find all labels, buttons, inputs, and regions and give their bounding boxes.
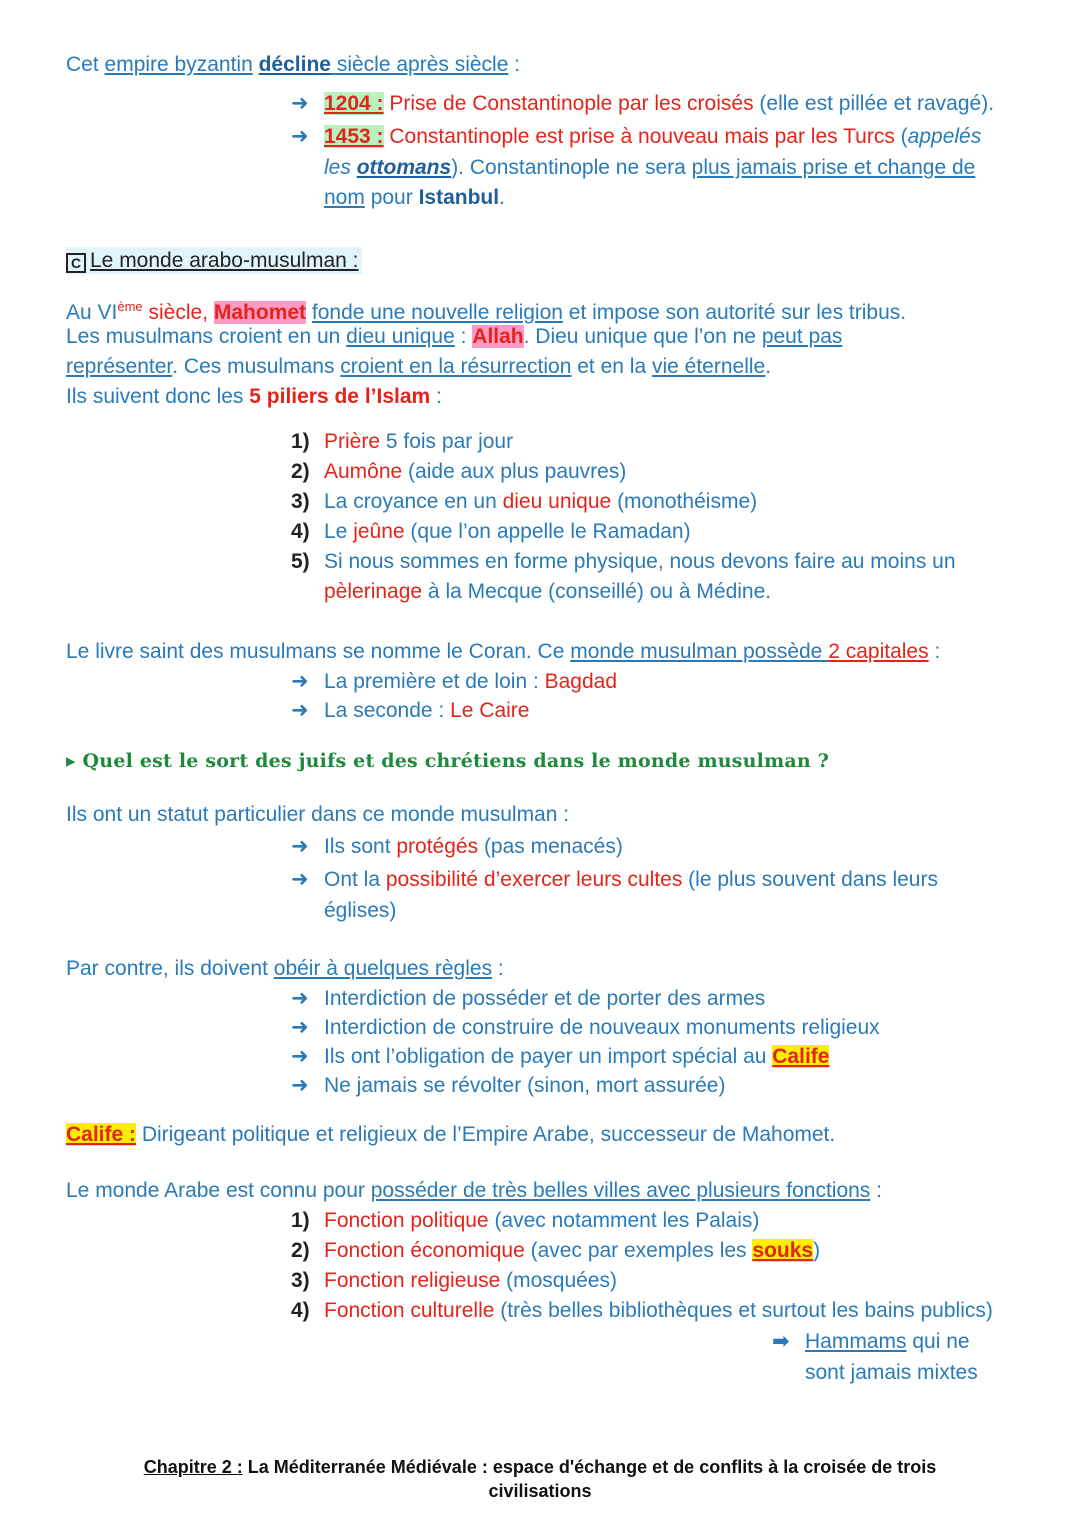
pillars-list: 1) Prière 5 fois par jour 2) Aumône (aide aux plus pauvres) 3) La croyance en un dieu unique (monothéisme) 4) Le jeûne (que l’on appelle le Ramadan) 5) Si nous sommes en forme physique, nous devons faire au moins un pèlerinage à la Mecque (conseillé) ou à Médine. (66, 427, 1026, 607)
list-item: 1) Prière 5 fois par jour (291, 430, 514, 453)
arrow-right-icon: ➜ (291, 1074, 309, 1097)
statut-paragraph: Ils ont un statut particulier dans ce monde musulman : ➜ Ils sont protégés (pas menacés) ➜ Ont la possibilité d’exercer leurs cultes (le plus souvent dans leurs églises) (66, 800, 1026, 926)
arrow-right-icon: ➡ (772, 1330, 790, 1353)
byzantine-decline-paragraph: Cet empire byzantin décline siècle après siècle : (66, 53, 521, 76)
list-item: 5) Si nous sommes en forme physique, nous devons faire au moins un (291, 550, 956, 573)
list-item: ➜ Ont la possibilité d’exercer leurs cultes (le plus souvent dans leurs (66, 863, 1026, 896)
arrow-right-icon: ➜ (291, 92, 309, 115)
chapter-footer: Chapitre 2 : La Méditerranée Médiévale : espace d'échange et de conflits à la croisée de trois civilisations (143, 1457, 937, 1501)
rules-paragraph: Par contre, ils doivent obéir à quelques règles : ➜ Interdiction de posséder et de porter des armes ➜ Interdiction de construire de nouveaux monuments religieux ➜ Ils ont l’obligation de payer un import spécial au Calife ➜ Ne jamais se révolter (sinon, mort assurée) (66, 954, 1026, 1100)
arrow-right-icon: ➜ (291, 987, 309, 1010)
list-item: ➜ La première et de loin : Bagdad (66, 667, 1026, 696)
arrow-right-icon: ➜ (291, 1016, 309, 1039)
arrow-right-icon: ➜ (291, 835, 309, 858)
byzantine-events-list: ➜ 1204 : Prise de Constantinople par les croisés (elle est pillée et ravagé). ➜ 1453 : Constantinople est prise à nouveau mais par les Turcs (appelés les ottomans). Constantinople ne sera plus jamais prise et change de nom pour Istanbul. (66, 87, 1026, 213)
arrow-right-icon: ➜ (291, 868, 309, 891)
list-item: ➜ La seconde : Le Caire (66, 696, 1026, 725)
list-item: 2) Fonction économique (avec par exemples les souks) (291, 1239, 821, 1262)
arrow-right-icon: ➜ (291, 125, 309, 148)
coran-paragraph: Le livre saint des musulmans se nomme le Coran. Ce monde musulman possède 2 capitales : ➜ La première et de loin : Bagdad ➜ La seconde : Le Caire (66, 637, 1026, 725)
list-item: 3) La croyance en un dieu unique (monothéisme) (291, 490, 758, 513)
arrow-right-icon: ➜ (291, 670, 309, 693)
arrow-right-icon: ➜ (291, 699, 309, 722)
event-1453: ➜ 1453 : Constantinople est prise à nouveau mais par les Turcs (appelés (66, 120, 1026, 153)
list-item: 3) Fonction religieuse (mosquées) (291, 1269, 617, 1292)
list-item: 4) Fonction culturelle (très belles bibliothèques et surtout les bains publics) (291, 1299, 993, 1322)
list-item: 2) Aumône (aide aux plus pauvres) (291, 460, 627, 483)
list-item: 1) Fonction politique (avec notamment les Palais) (291, 1209, 760, 1232)
list-item: ➜ Ne jamais se révolter (sinon, mort assurée) (66, 1071, 1026, 1100)
cities-paragraph: Le monde Arabe est connu pour posséder de très belles villes avec plusieurs fonctions : 1) Fonction politique (avec notamment les Palais) 2) Fonction économique (avec par exemples les souks) 3) Fonction religieuse (mosquées) 4) Fonction culturelle (très belles bibliothèques et surtout les bains publics) ➡ Hammams qui ne sont jamais mixtes (66, 1176, 1026, 1388)
calife-definition: Calife : Dirigeant politique et religieux de l’Empire Arabe, successeur de Mahomet. (66, 1123, 836, 1146)
hammam-note: ➡ Hammams qui ne (66, 1326, 1026, 1358)
arrow-right-icon: ➜ (291, 1045, 309, 1068)
list-item: 4) Le jeûne (que l’on appelle le Ramadan) (291, 520, 691, 543)
section-letter-icon: C (66, 253, 86, 273)
islam-intro-paragraph: Au VIème siècle, Mahomet fonde une nouvelle religion et impose son autorité sur les tribus. Les musulmans croient en un dieu unique : Allah. Dieu unique que l’on ne peut pas représenter. Ces musulmans croient en la résurrection et en la vie éternelle. Ils suivent donc les 5 piliers de l’Islam : (66, 299, 907, 408)
list-item: ➜ Interdiction de construire de nouveaux monuments religieux (66, 1013, 1026, 1042)
list-item: ➜ Interdiction de posséder et de porter des armes (66, 984, 1026, 1013)
question-heading: ▸ Quel est le sort des juifs et des chrétiens dans le monde musulman ? (66, 750, 830, 772)
list-item: ➜ Ils ont l’obligation de payer un import spécial au Calife (66, 1042, 1026, 1071)
event-1204: ➜ 1204 : Prise de Constantinople par les croisés (elle est pillée et ravagé). (66, 87, 1026, 120)
section-title: C Le monde arabo-musulman : (66, 244, 1026, 278)
list-item: ➜ Ils sont protégés (pas menacés) (66, 830, 1026, 863)
